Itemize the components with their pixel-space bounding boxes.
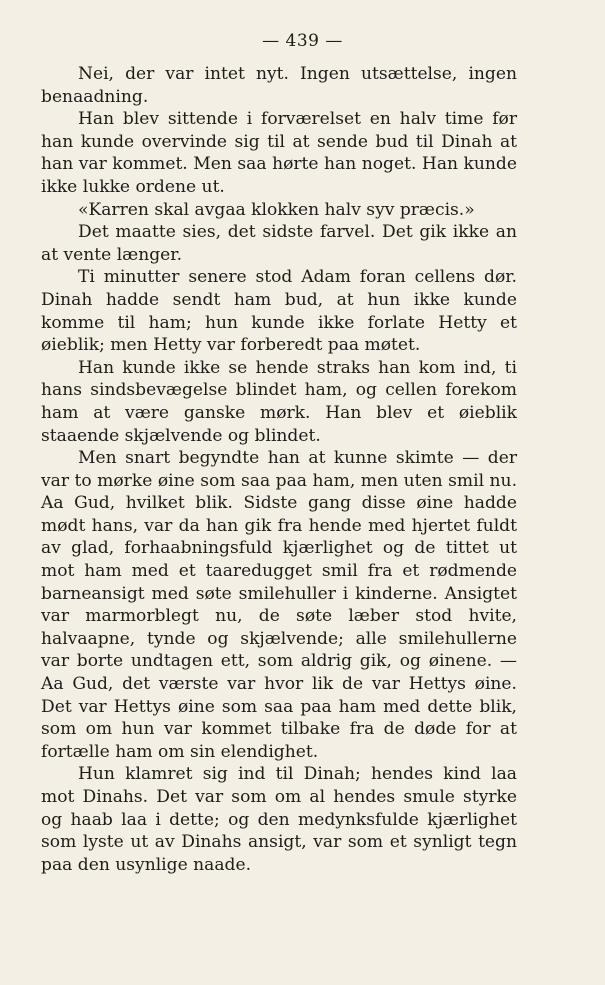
- paragraph: «Karren skal avgaa klokken halv syv præcis.»: [78, 199, 475, 220]
- paragraph: Nei, der var intet nyt. Ingen utsættelse, ingen benaadning.: [41, 64, 517, 107]
- paragraph: Han kunde ikke se hende straks han kom ind, ti hans sindsbevægelse blindet ham, og cellen forekom ham at være ganske mørk. Han blev et øieblik staaende skjælvende og blindet.: [41, 357, 517, 446]
- paragraph: Ti minutter senere stod Adam foran cellens dør. Dinah hadde sendt ham bud, at hun ikke kunde komme til ham; hun kunde ikke forlate Hetty et øieblik; men Hetty var forberedt paa møtet.: [41, 267, 517, 356]
- paragraph: Men snart begyndte han at kunne skimte — der var to mørke øine som saa paa ham, men uten smil nu. Aa Gud, hvilket blik. Sidste gang disse øine hadde mødt hans, var da han gik fra hende med hjertet fuldt av glad, forhaabningsfuld kjærlighet og de tittet ut mot ham med et taaredugget smil fra et rødmende barneansigt med søte smilehuller i kinderne. Ansigtet var marmorblegt nu, de søte læber stod hvite, halvaapne, tynde og skjælvende; alle smilehullerne var borte undtagen ett, som aldrig gik, og øinene. — Aa Gud, det værste var hvor lik de var Hettys øine. Det var Hettys øine som saa paa ham med dette blik, som om hun var kommet tilbake fra de døde for at fortælle ham om sin elendighet.: [41, 448, 517, 762]
- paragraph: Han blev sittende i forværelset en halv time før han kunde overvinde sig til at sende bud til Dinah at han var kommet. Men saa hørte han noget. Han kunde ikke lukke ordene ut.: [41, 109, 517, 197]
- paragraph: Hun klamret sig ind til Dinah; hendes kind laa mot Dinahs. Det var som om al hendes smule styrke og haab laa i dette; og den medynksfulde kjærlighet som lyste ut av Dinahs ansigt, var som et synligt tegn paa den usynlige naade.: [41, 764, 517, 875]
- page-number: — 439 —: [262, 31, 343, 51]
- paragraph: Det maatte sies, det sidste farvel. Det gik ikke an at vente længer.: [41, 222, 517, 265]
- body-text: [41, 63, 517, 876]
